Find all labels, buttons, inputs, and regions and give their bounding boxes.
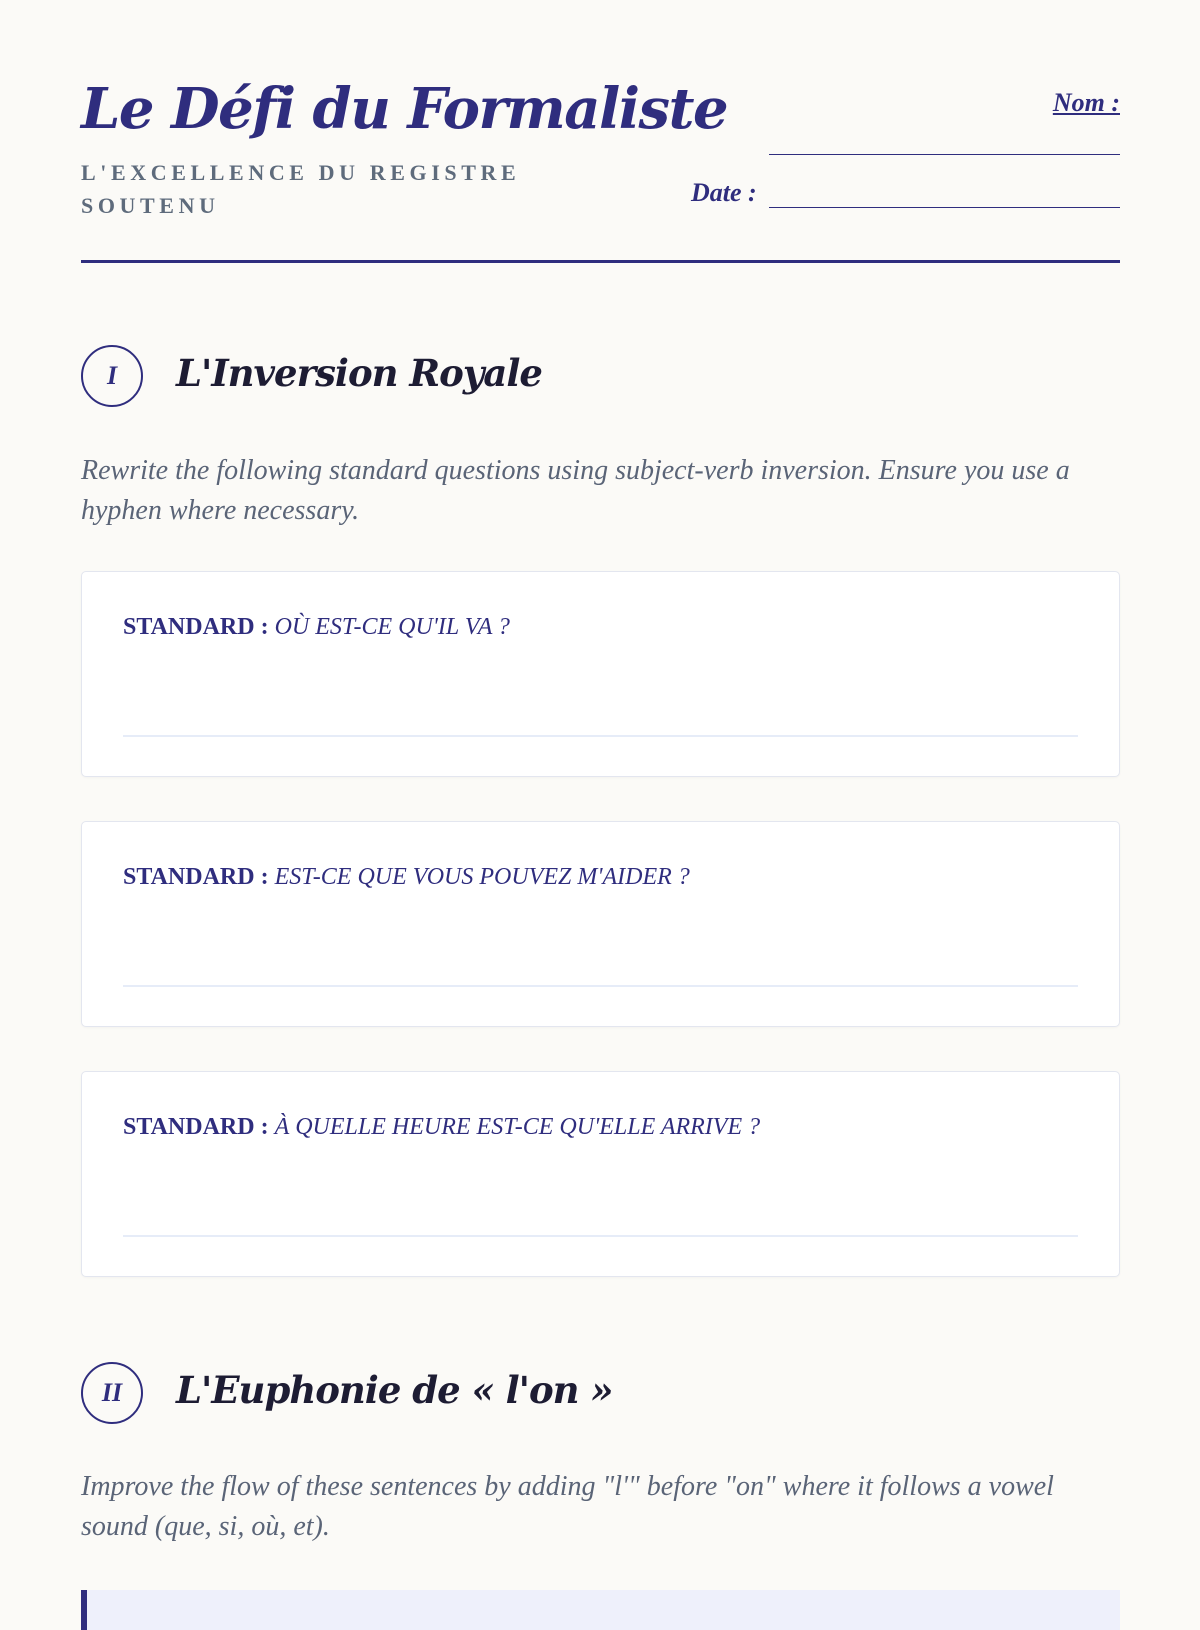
standard-label: STANDARD :	[123, 864, 269, 890]
section-instructions: Rewrite the following standard questions using subject-verb inversion. Ensure you use a hyphen where necessary.	[81, 455, 1070, 526]
section-number-badge: I	[81, 345, 143, 407]
date-field[interactable]	[769, 207, 1120, 208]
name-label: Nom :	[1052, 88, 1120, 117]
standard-label: STANDARD :	[123, 614, 269, 640]
section-title: L'Inversion Royale	[176, 351, 542, 395]
header-divider	[81, 260, 1120, 263]
standard-question: OÙ EST-CE QU'IL VA ?	[274, 614, 510, 640]
question-prompt	[123, 864, 690, 891]
worksheet-header	[81, 0, 1120, 264]
section-1-heading	[81, 345, 1120, 411]
standard-label: STANDARD :	[123, 1114, 269, 1140]
standard-question: À QUELLE HEURE EST-CE QU'ELLE ARRIVE ?	[274, 1114, 761, 1140]
section-2-heading	[81, 1362, 1120, 1428]
answer-line[interactable]	[123, 985, 1078, 987]
exercise-card	[81, 571, 1120, 777]
answer-line[interactable]	[123, 1235, 1078, 1237]
page-subtitle: L'EXCELLENCE DU REGISTRE SOUTENU	[81, 160, 521, 218]
question-prompt	[123, 1114, 760, 1141]
section-title: L'Euphonie de « l'on »	[176, 1368, 613, 1412]
exercise-card	[81, 821, 1120, 1027]
date-label: Date :	[691, 178, 757, 207]
answer-line[interactable]	[123, 735, 1078, 737]
standard-question: EST-CE QUE VOUS POUVEZ M'AIDER ?	[274, 864, 690, 890]
exercise-callout	[81, 1590, 1120, 1630]
page-title: Le Défi du Formaliste	[81, 76, 728, 142]
exercise-card	[81, 1071, 1120, 1277]
worksheet	[81, 0, 1120, 1542]
name-field[interactable]	[769, 154, 1120, 155]
question-prompt	[123, 614, 510, 641]
section-instructions: Improve the flow of these sentences by adding "l'" before "on" where it follows a vowel sound (que, si, où, et).	[81, 1471, 1054, 1542]
section-number-badge: II	[81, 1362, 143, 1424]
